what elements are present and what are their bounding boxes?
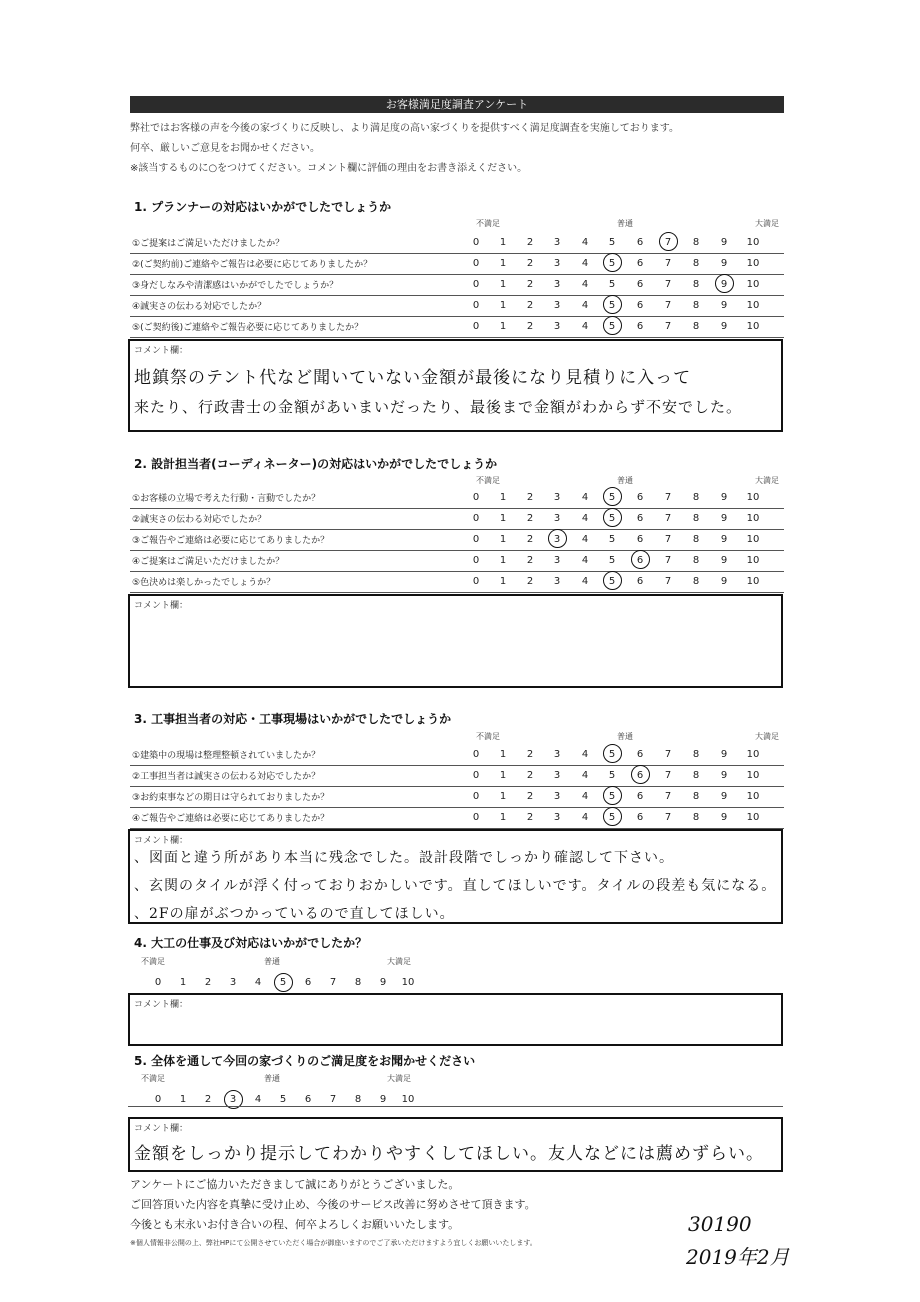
rating-option[interactable]: 0 [472, 812, 480, 823]
rating-option[interactable]: 0 [472, 321, 480, 332]
rating-option[interactable]: 0 [472, 279, 480, 290]
section-5-comment-box [128, 1117, 783, 1172]
question-row [130, 786, 784, 808]
rating-option[interactable]: 7 [664, 300, 672, 311]
rating-option[interactable]: 8 [692, 321, 700, 332]
selected-rating-circle [603, 786, 622, 805]
rating-option[interactable]: 1 [499, 812, 507, 823]
rating-option[interactable]: 0 [472, 300, 480, 311]
question-text: ②(ご契約前)ご連絡やご報告は必要に応じてありましたか？ [132, 260, 373, 270]
scale-high-label: 大満足 [755, 219, 779, 228]
question-text: ④ご報告やご連絡は必要に応じてありましたか？ [132, 814, 330, 824]
rating-option[interactable]: 8 [692, 534, 700, 545]
rating-option[interactable]: 6 [636, 237, 644, 248]
question-text: ③ご報告やご連絡は必要に応じてありましたか？ [132, 536, 330, 546]
question-text: ④誠実さの伝わる対応でしたか？ [132, 302, 267, 312]
question-row [130, 253, 784, 275]
rating-option[interactable]: 2 [526, 534, 534, 545]
rating-option[interactable]: 7 [664, 321, 672, 332]
rating-option[interactable]: 9 [379, 977, 387, 988]
rating-option[interactable]: 9 [720, 258, 728, 269]
rating-option[interactable]: 0 [472, 791, 480, 802]
footer-line-3: 今後とも末永いお付き合いの程、何卒よろしくお願いいたします。 [130, 1218, 460, 1231]
rating-option[interactable]: 8 [692, 555, 700, 566]
rating-option[interactable]: 3 [553, 791, 561, 802]
rating-option[interactable]: 10 [746, 534, 760, 545]
rating-option[interactable]: 10 [746, 300, 760, 311]
scale-mid-label: 普通 [264, 957, 280, 966]
rating-option[interactable]: 3 [553, 300, 561, 311]
rating-option[interactable]: 3 [553, 513, 561, 524]
rating-option[interactable]: 3 [229, 977, 237, 988]
rating-option[interactable]: 6 [304, 977, 312, 988]
rating-option[interactable]: 3 [553, 321, 561, 332]
question-text: ①ご提案はご満足いただけましたか？ [132, 239, 285, 249]
rating-option[interactable]: 8 [692, 279, 700, 290]
question-row [130, 529, 784, 551]
selected-rating-circle [603, 744, 622, 763]
selected-rating-circle [715, 274, 734, 293]
scale-high-label: 大満足 [387, 1074, 411, 1083]
rating-option[interactable]: 6 [636, 812, 644, 823]
rating-option[interactable]: 8 [692, 300, 700, 311]
rating-option[interactable]: 6 [636, 321, 644, 332]
rating-option[interactable]: 10 [746, 791, 760, 802]
rating-option[interactable]: 7 [664, 534, 672, 545]
rating-option[interactable]: 4 [254, 1094, 262, 1105]
rating-option[interactable]: 4 [581, 812, 589, 823]
rating-option[interactable]: 10 [746, 812, 760, 823]
scale-high-label: 大満足 [755, 476, 779, 485]
comment-label: コメント欄： [134, 346, 189, 356]
rating-option[interactable]: 6 [636, 513, 644, 524]
question-row [130, 316, 784, 338]
selected-rating-circle [603, 508, 622, 527]
rating-option[interactable]: 9 [720, 492, 728, 503]
rating-option[interactable]: 4 [581, 791, 589, 802]
rating-option[interactable]: 2 [204, 977, 212, 988]
rating-option[interactable]: 0 [154, 977, 162, 988]
section-3-comment-line-2: 、玄関のタイルが浮く付っておりおかしいです。直してほしいです。タイルの段差も気になる。 [134, 878, 777, 894]
question-text: ②工事担当者は誠実さの伝わる対応でしたか？ [132, 772, 321, 782]
rating-option[interactable]: 3 [553, 555, 561, 566]
rating-option[interactable]: 4 [581, 300, 589, 311]
rating-option[interactable]: 2 [204, 1094, 212, 1105]
selected-rating-circle [603, 807, 622, 826]
rating-option[interactable]: 4 [581, 555, 589, 566]
selected-rating-circle [603, 253, 622, 272]
rating-option[interactable]: 2 [526, 321, 534, 332]
rating-option[interactable]: 5 [608, 812, 616, 823]
handwritten-date: 2019年2月 [686, 1245, 790, 1269]
footer-line-1: アンケートにご協力いただきまして誠にありがとうございました。 [130, 1178, 460, 1191]
rating-option[interactable]: 7 [664, 513, 672, 524]
scale-mid-label: 普通 [617, 476, 633, 485]
rating-option[interactable]: 8 [692, 812, 700, 823]
rating-option[interactable]: 9 [720, 237, 728, 248]
selected-rating-circle [603, 487, 622, 506]
rating-option[interactable]: 8 [692, 749, 700, 760]
rating-option[interactable]: 6 [636, 534, 644, 545]
scale-high-label: 大満足 [387, 957, 411, 966]
rating-option[interactable]: 8 [692, 513, 700, 524]
question-text: ③身だしなみや清潔感はいかがでしたでしょうか？ [132, 281, 339, 291]
rating-option[interactable]: 10 [746, 279, 760, 290]
question-text: ①お客様の立場で考えた行動・言動でしたか？ [132, 494, 321, 504]
rating-option[interactable]: 1 [499, 492, 507, 503]
scale-low-label: 不満足 [476, 732, 500, 741]
rating-option[interactable]: 0 [472, 492, 480, 503]
rating-option[interactable]: 5 [608, 576, 616, 587]
rating-option[interactable]: 10 [746, 576, 760, 587]
handwritten-id: 30190 [688, 1212, 752, 1236]
rating-option[interactable]: 8 [692, 770, 700, 781]
rating-option[interactable]: 6 [636, 749, 644, 760]
rating-option[interactable]: 10 [401, 1094, 415, 1105]
section-5-title: 5. 全体を通して今回の家づくりのご満足度をお聞かせください [134, 1054, 476, 1068]
rating-option[interactable]: 2 [526, 237, 534, 248]
rating-option[interactable]: 7 [664, 237, 672, 248]
rating-option[interactable]: 2 [526, 279, 534, 290]
rating-option[interactable]: 4 [581, 279, 589, 290]
privacy-note: ※個人情報非公開の上、弊社HPにて公開させていただく場合が御座いますのでご了承いただけますよう宜しくお願いいたします。 [130, 1239, 537, 1247]
question-row [130, 807, 784, 829]
rating-option[interactable]: 2 [526, 791, 534, 802]
rating-option[interactable]: 3 [229, 1094, 237, 1105]
rating-option[interactable]: 4 [581, 534, 589, 545]
rating-option[interactable]: 0 [154, 1094, 162, 1105]
rating-option[interactable]: 4 [581, 749, 589, 760]
scale-mid-label: 普通 [264, 1074, 280, 1083]
rating-option[interactable]: 8 [692, 576, 700, 587]
rating-option[interactable]: 5 [608, 791, 616, 802]
rating-option[interactable]: 5 [608, 237, 616, 248]
rating-option[interactable]: 5 [608, 513, 616, 524]
selected-rating-circle [603, 316, 622, 335]
rating-option[interactable]: 8 [692, 492, 700, 503]
rating-option[interactable]: 3 [553, 770, 561, 781]
question-row [130, 550, 784, 572]
rating-option[interactable]: 0 [472, 576, 480, 587]
rating-option[interactable]: 2 [526, 300, 534, 311]
rating-option[interactable]: 7 [329, 1094, 337, 1105]
rating-option[interactable]: 5 [279, 1094, 287, 1105]
rating-option[interactable]: 1 [499, 576, 507, 587]
rating-option[interactable]: 9 [720, 555, 728, 566]
rating-option[interactable]: 1 [499, 534, 507, 545]
rating-option[interactable]: 8 [354, 1094, 362, 1105]
rating-option[interactable]: 10 [746, 492, 760, 503]
rating-option[interactable]: 1 [499, 513, 507, 524]
scale-low-label: 不満足 [141, 957, 165, 966]
question-row [130, 487, 784, 509]
rating-option[interactable]: 4 [581, 513, 589, 524]
rating-option[interactable]: 2 [526, 513, 534, 524]
rating-option[interactable]: 4 [581, 770, 589, 781]
question-text: ④ご提案はご満足いただけましたか？ [132, 557, 285, 567]
scale-low-label: 不満足 [476, 219, 500, 228]
rating-option[interactable]: 2 [526, 258, 534, 269]
rating-option[interactable]: 3 [553, 534, 561, 545]
rating-option[interactable]: 10 [746, 237, 760, 248]
intro-line-1: 弊社ではお客様の声を今後の家づくりに反映し、より満足度の高い家づくりを提供すべく満足度調査を実施しております。 [130, 123, 679, 134]
section-5-comment-line-1: 金額をしっかり提示してわかりやすくしてほしい。友人などには薦めずらい。 [134, 1144, 764, 1164]
rating-option[interactable]: 5 [608, 258, 616, 269]
rating-option[interactable]: 7 [664, 555, 672, 566]
rating-option[interactable]: 7 [664, 770, 672, 781]
rating-option[interactable]: 6 [636, 555, 644, 566]
rating-option[interactable]: 7 [664, 812, 672, 823]
section-2-title: 2. 設計担当者(コーディネーター)の対応はいかがでしたでしょうか [134, 457, 498, 471]
rating-option[interactable]: 9 [720, 576, 728, 587]
question-row [130, 508, 784, 530]
rating-option[interactable]: 10 [746, 770, 760, 781]
rating-option[interactable]: 9 [720, 300, 728, 311]
rating-option[interactable]: 0 [472, 513, 480, 524]
section-3-comment-box [128, 829, 783, 924]
rating-option[interactable]: 4 [581, 237, 589, 248]
rating-option[interactable]: 10 [401, 977, 415, 988]
question-row [130, 744, 784, 766]
rating-option[interactable]: 1 [499, 749, 507, 760]
rating-option[interactable]: 9 [720, 749, 728, 760]
rating-option[interactable]: 0 [472, 534, 480, 545]
rating-option[interactable]: 1 [499, 300, 507, 311]
rating-option[interactable]: 2 [526, 555, 534, 566]
rating-option[interactable]: 3 [553, 749, 561, 760]
question-row [130, 765, 784, 787]
rating-option[interactable]: 7 [664, 279, 672, 290]
section-3-comment-line-3: 、2Fの扉がぶつかっているので直してほしい。 [134, 906, 455, 922]
rating-option[interactable]: 1 [499, 555, 507, 566]
rating-option[interactable]: 1 [499, 770, 507, 781]
rating-option[interactable]: 7 [664, 492, 672, 503]
rating-option[interactable]: 5 [608, 300, 616, 311]
rating-option[interactable]: 6 [304, 1094, 312, 1105]
rating-option[interactable]: 7 [664, 258, 672, 269]
rating-option[interactable]: 0 [472, 749, 480, 760]
rating-option[interactable]: 0 [472, 258, 480, 269]
question-text: ①建築中の現場は整理整頓されていましたか？ [132, 751, 321, 761]
rating-option[interactable]: 2 [526, 576, 534, 587]
rating-option[interactable]: 1 [499, 258, 507, 269]
rating-option[interactable]: 3 [553, 279, 561, 290]
rating-option[interactable]: 10 [746, 749, 760, 760]
rating-option[interactable]: 1 [179, 1094, 187, 1105]
selected-rating-circle [631, 550, 650, 569]
rating-option[interactable]: 2 [526, 812, 534, 823]
section-1-title: 1. プランナーの対応はいかがでしたでしょうか [134, 200, 392, 214]
rating-option[interactable]: 3 [553, 492, 561, 503]
question-text: ②誠実さの伝わる対応でしたか？ [132, 515, 267, 525]
rating-option[interactable]: 5 [608, 279, 616, 290]
rating-option[interactable]: 8 [692, 791, 700, 802]
section-1-comment-line-2: 来たり、行政書士の金額があいまいだったり、最後まで金額がわからず不安でした。 [134, 398, 743, 416]
rating-option[interactable]: 3 [553, 576, 561, 587]
question-text: ⑤(ご契約後)ご連絡やご報告必要に応じてありましたか？ [132, 323, 364, 333]
scale-mid-label: 普通 [617, 732, 633, 741]
rating-option[interactable]: 9 [720, 534, 728, 545]
rating-option[interactable]: 4 [581, 576, 589, 587]
section-4-comment-box [128, 993, 783, 1046]
intro-line-3: ※該当するものに○をつけてください。コメント欄に評価の理由をお書き添えください。 [130, 163, 528, 174]
rating-option[interactable]: 5 [608, 749, 616, 760]
rating-option[interactable]: 9 [720, 321, 728, 332]
rating-option[interactable]: 2 [526, 492, 534, 503]
scale-mid-label: 普通 [617, 219, 633, 228]
rating-option[interactable]: 7 [329, 977, 337, 988]
rating-option[interactable]: 2 [526, 770, 534, 781]
rating-option[interactable]: 0 [472, 770, 480, 781]
rating-option[interactable]: 10 [746, 258, 760, 269]
rating-option[interactable]: 5 [608, 321, 616, 332]
rating-option[interactable]: 6 [636, 300, 644, 311]
rating-option[interactable]: 1 [499, 279, 507, 290]
question-text: ③お約束事などの期日は守られておりましたか？ [132, 793, 330, 803]
survey-title: お客様満足度調査アンケート [130, 96, 784, 113]
rating-option[interactable]: 8 [354, 977, 362, 988]
intro-line-2: 何卒、厳しいご意見をお聞かせください。 [130, 143, 320, 154]
divider [128, 1106, 783, 1107]
rating-option[interactable]: 1 [499, 791, 507, 802]
rating-option[interactable]: 10 [746, 513, 760, 524]
selected-rating-circle [659, 232, 678, 251]
question-row [130, 232, 784, 254]
question-row [130, 274, 784, 296]
section-1-comment-line-1: 地鎮祭のテント代など聞いていない金額が最後になり見積りに入って [134, 368, 692, 388]
rating-option[interactable]: 6 [636, 258, 644, 269]
rating-option[interactable]: 9 [720, 812, 728, 823]
comment-label: コメント欄： [134, 1124, 189, 1134]
rating-option[interactable]: 0 [472, 237, 480, 248]
rating-option[interactable]: 3 [553, 258, 561, 269]
rating-option[interactable]: 7 [664, 791, 672, 802]
selected-rating-circle [603, 571, 622, 590]
rating-option[interactable]: 9 [720, 513, 728, 524]
rating-option[interactable]: 10 [746, 555, 760, 566]
rating-option[interactable]: 6 [636, 279, 644, 290]
selected-rating-circle [274, 973, 293, 992]
rating-option[interactable]: 9 [720, 791, 728, 802]
rating-option[interactable]: 5 [279, 977, 287, 988]
rating-option[interactable]: 4 [581, 258, 589, 269]
rating-option[interactable]: 3 [553, 237, 561, 248]
rating-option[interactable]: 9 [720, 279, 728, 290]
comment-label: コメント欄： [134, 836, 189, 846]
rating-option[interactable]: 9 [379, 1094, 387, 1105]
scale-low-label: 不満足 [141, 1074, 165, 1083]
rating-option[interactable]: 1 [499, 321, 507, 332]
question-row [130, 571, 784, 593]
rating-option[interactable]: 10 [746, 321, 760, 332]
rating-option[interactable]: 5 [608, 534, 616, 545]
rating-option[interactable]: 8 [692, 258, 700, 269]
selected-rating-circle [603, 295, 622, 314]
selected-rating-circle [631, 765, 650, 784]
rating-option[interactable]: 6 [636, 791, 644, 802]
rating-option[interactable]: 4 [581, 492, 589, 503]
question-row [130, 295, 784, 317]
section-2-comment-box [128, 594, 783, 688]
rating-option[interactable]: 8 [692, 237, 700, 248]
section-1-comment-box [128, 339, 783, 432]
rating-option[interactable]: 1 [179, 977, 187, 988]
scale-low-label: 不満足 [476, 476, 500, 485]
rating-option[interactable]: 4 [254, 977, 262, 988]
footer-line-2: ご回答頂いた内容を真摯に受け止め、今後のサービス改善に努めさせて頂きます。 [130, 1198, 536, 1211]
rating-option[interactable]: 7 [664, 749, 672, 760]
section-3-comment-line-1: 、図面と違う所があり本当に残念でした。設計段階でしっかり確認して下さい。 [134, 850, 674, 866]
rating-option[interactable]: 1 [499, 237, 507, 248]
rating-option[interactable]: 3 [553, 812, 561, 823]
rating-option[interactable]: 2 [526, 749, 534, 760]
selected-rating-circle [548, 529, 567, 548]
rating-option[interactable]: 6 [636, 576, 644, 587]
rating-option[interactable]: 6 [636, 492, 644, 503]
question-text: ⑤色決めは楽しかったでしょうか？ [132, 578, 276, 588]
rating-option[interactable]: 7 [664, 576, 672, 587]
rating-option[interactable]: 6 [636, 770, 644, 781]
rating-option[interactable]: 0 [472, 555, 480, 566]
scale-high-label: 大満足 [755, 732, 779, 741]
rating-option[interactable]: 5 [608, 555, 616, 566]
section-4-title: 4. 大工の仕事及び対応はいかがでしたか？ [134, 936, 368, 950]
comment-label: コメント欄： [134, 601, 189, 611]
rating-option[interactable]: 5 [608, 492, 616, 503]
comment-label: コメント欄： [134, 1000, 189, 1010]
rating-option[interactable]: 4 [581, 321, 589, 332]
rating-option[interactable]: 5 [608, 770, 616, 781]
rating-option[interactable]: 9 [720, 770, 728, 781]
section-3-title: 3. 工事担当者の対応・工事現場はいかがでしたでしょうか [134, 712, 452, 726]
